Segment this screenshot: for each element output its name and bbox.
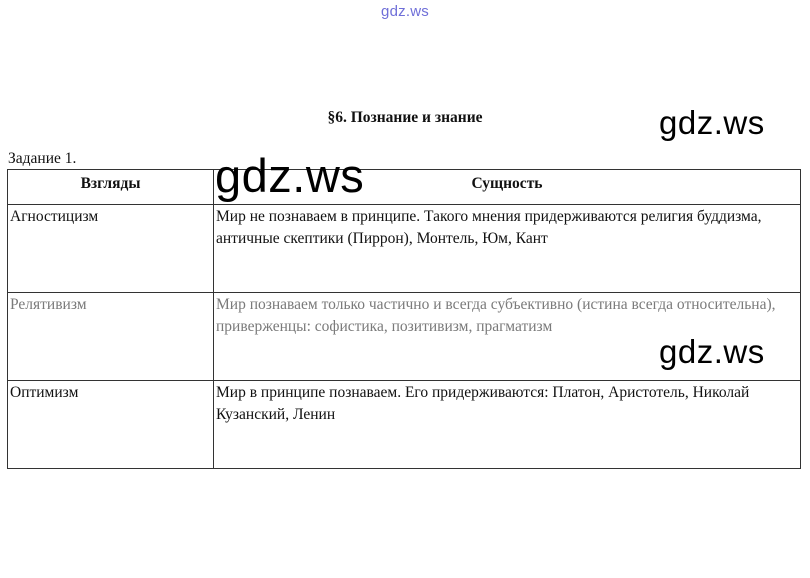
header-views: Взгляды (8, 170, 214, 205)
cell-essence: Мир познаваем только частично и всегда субъективно (истина всегда относительна), приверженцы: софистика, позитивизм, прагматизм (214, 293, 801, 381)
cell-view: Агностицизм (8, 205, 214, 293)
cell-view: Оптимизм (8, 381, 214, 469)
watermark-center-large: gdz.ws (215, 149, 365, 202)
cell-view: Релятивизм (8, 293, 214, 381)
table-row (8, 381, 801, 469)
page-title: §6. Познание и знание (327, 109, 483, 126)
watermark-right-middle: gdz.ws (659, 333, 765, 370)
watermark-top: gdz.ws (381, 3, 429, 20)
cell-essence: Мир не познаваем в принципе. Такого мнения придерживаются религия буддизма, античные скептики (Пиррон), Монтель, Юм, Кант (214, 205, 801, 293)
watermark-right-top: gdz.ws (659, 104, 765, 141)
task-label: Задание 1. (8, 150, 77, 167)
table-header-row (8, 170, 801, 205)
table-row (8, 205, 801, 293)
views-table (7, 169, 801, 469)
header-essence: Сущность (214, 170, 801, 205)
cell-essence: Мир в принципе познаваем. Его придерживаются: Платон, Аристотель, Николай Кузанский, Ленин (214, 381, 801, 469)
